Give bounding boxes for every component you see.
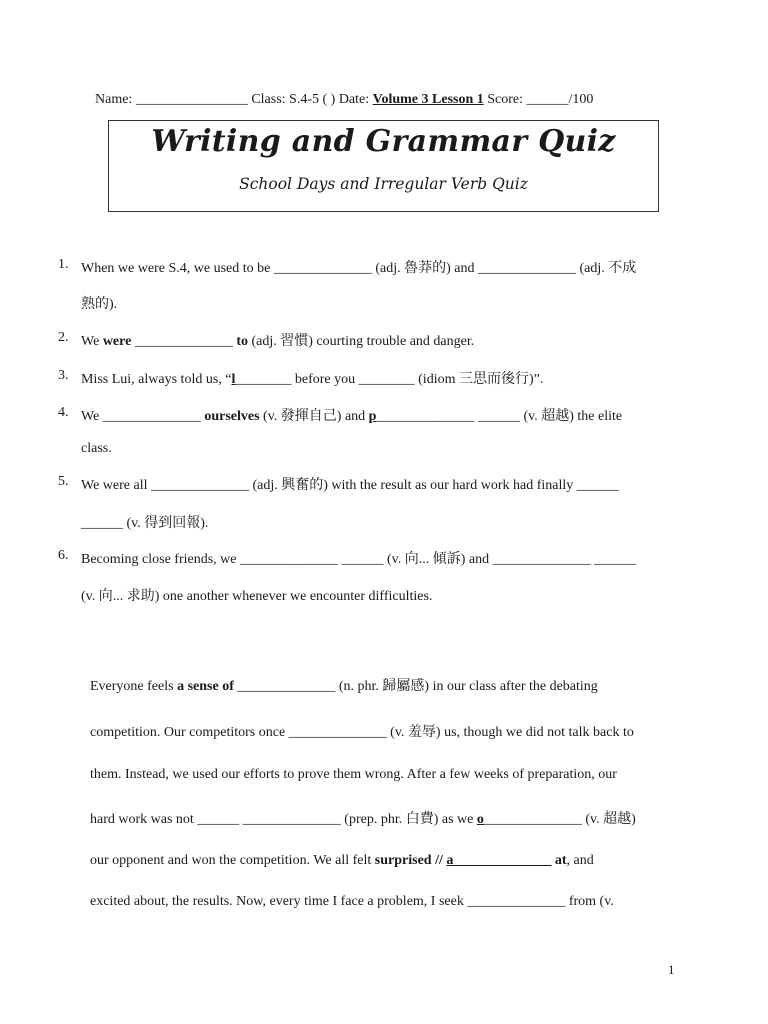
question-line: When we were S.4, we used to be ______________ (adj. 魯莽的) and ______________ (adj. 不成 [81,261,637,276]
question-line: We were ______________ to (adj. 習慣) courting trouble and danger. [81,334,475,349]
paragraph-line: our opponent and won the competition. We all felt surprised // a______________ at, and [90,853,594,868]
quiz-subtitle: School Days and Irregular Verb Quiz [239,175,528,193]
paragraph-line: hard work was not ______ ______________ (prep. phr. 白費) as we o______________ (v. 超越) [90,812,636,827]
question-number: 4. [58,405,69,420]
question-line: class. [81,441,112,456]
page-number: 1 [668,962,675,977]
question-line: Becoming close friends, we ______________ ______ (v. 向... 傾訴) and ______________ ______ [81,552,637,567]
score-label: Score: ______/100 [483,92,594,107]
question-number: 6. [58,548,69,563]
question-line: We ______________ ourselves (v. 發揮自己) and p______________ ______ (v. 超越) the elite [81,409,623,424]
question-number: 1. [58,257,69,272]
question-line: ______ (v. 得到回報). [81,516,209,531]
paragraph-line: Everyone feels a sense of ______________ (n. phr. 歸屬感) in our class after the debating [90,679,598,694]
paragraph-line: them. Instead, we used our efforts to prove them wrong. After a few weeks of preparation, our [90,767,617,782]
question-line: Miss Lui, always told us, “l________ before you ________ (idiom 三思而後行)”. [81,372,544,387]
question-number: 2. [58,330,69,345]
question-line: (v. 向... 求助) one another whenever we encounter difficulties. [81,589,433,604]
quiz-title: Writing and Grammar Quiz [151,124,616,159]
date-value: Volume 3 Lesson 1 [372,92,484,107]
paragraph-line: excited about, the results. Now, every time I face a problem, I seek ______________ from (v. [90,894,614,909]
question-line: 熟的). [81,297,118,312]
question-line: We were all ______________ (adj. 興奮的) with the result as our hard work had finally ______ [81,478,619,493]
title-box [108,120,659,212]
student-info-header [95,92,593,108]
question-number: 3. [58,368,69,383]
paragraph-line: competition. Our competitors once ______________ (v. 羞辱) us, though we did not talk back to [90,725,634,740]
question-number: 5. [58,474,69,489]
name-class-label: Name: ________________ Class: S.4-5 ( ) Date: [95,92,373,107]
